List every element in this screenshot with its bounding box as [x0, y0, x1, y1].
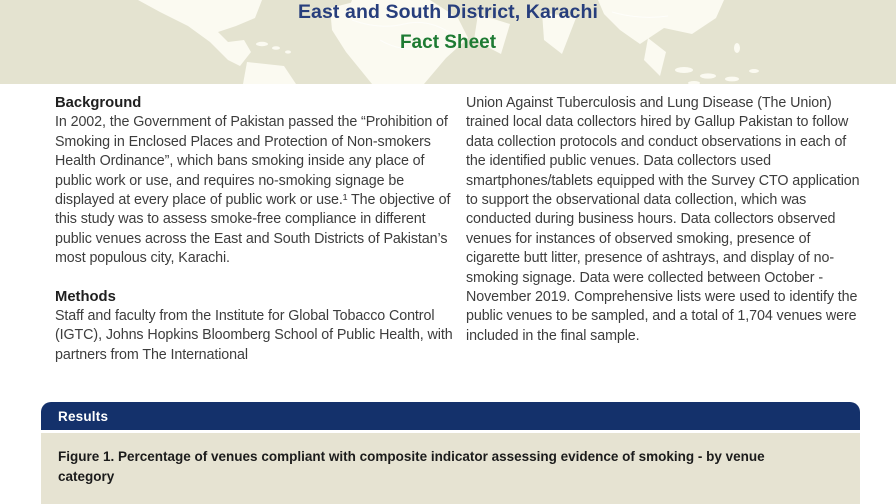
- methods-continued-paragraph: Union Against Tuberculosis and Lung Disease (The Union) trained local data collectors hired by Gallup Pakistan to follow data collection protocols and conduct observations in each of the identified public venues. Data collectors used smartphones/tablets equipped with the Survey CTO application to support the observational data collection, which was conducted during business hours. Data collectors observed venues for instances of observed smoking, presence of cigarette butt litter, presence of ashtrays, and display of no-smoking signage. Data were collected between October - November 2019. Comprehensive lists were used to identify the public venues to be sampled, and a total of 1,704 venues were included in the final sample.: [466, 95, 860, 344]
- page-title: East and South District, Karachi: [297, 1, 599, 23]
- body-columns: [55, 94, 867, 365]
- figure-panel: [41, 433, 860, 504]
- banner-text: [0, 0, 896, 54]
- section-heading-background: Background: [55, 95, 142, 111]
- section-heading-methods: Methods: [55, 288, 116, 305]
- banner: [0, 0, 896, 84]
- results-label: Results: [58, 408, 109, 424]
- figure-caption: Figure 1. Percentage of venues compliant with composite indicator assessing evidence of smoking - by venue category: [58, 449, 765, 484]
- results-section: [41, 402, 860, 504]
- background-paragraph: In 2002, the Government of Pakistan passed the “Prohibition of Smoking in Enclosed Places and Protection of Non-smokers Health Ordinance”, which bans smoking inside any place of public work or use, and requires no-smoking signage be displayed at every place of public work or use.¹ The objective of this study was to assess smoke-free compliance in different public venues across the East and South Districts of Pakistan’s most populous city, Karachi.: [55, 114, 451, 267]
- methods-paragraph: Staff and faculty from the Institute for Global Tobacco Control (IGTC), Johns Hopkins Bloomberg School of Public Health, with partners from The International: [55, 308, 453, 363]
- page-subtitle: Fact Sheet: [399, 32, 497, 53]
- right-column: [466, 94, 867, 365]
- results-header-bar: [41, 402, 860, 430]
- left-column: [55, 94, 456, 365]
